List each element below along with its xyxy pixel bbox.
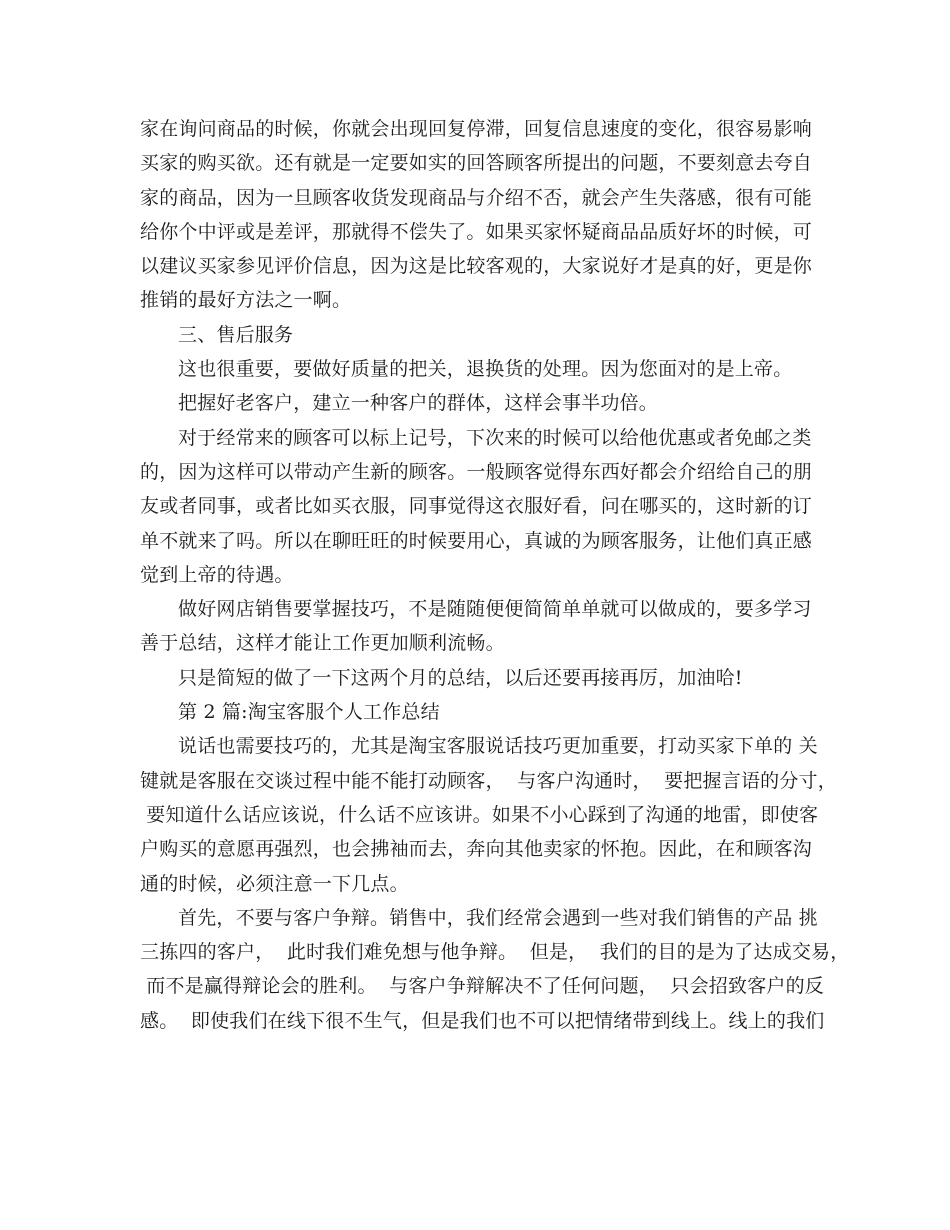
text-line: 而不是赢得辩论会的胜利。 与客户争辩解决不了任何问题， 只会招致客户的反	[140, 975, 824, 998]
text-line: 通的时候，必须注意一下几点。	[140, 872, 409, 895]
text-line: 家在询问商品的时候，你就会出现回复停滞，回复信息速度的变化，很容易影响	[140, 118, 813, 140]
text-line: 说话也需要技巧的，尤其是淘宝客服说话技巧更加重要，打动买家下单的 关	[178, 735, 818, 758]
text-line: 户购买的意愿再强烈，也会拂袖而去，奔向其他卖家的怀抱。因此，在和顾客沟	[140, 838, 813, 861]
text-line: 推销的最好方法之一啊。	[140, 289, 352, 312]
text-line: 买家的购买欲。还有就是一定要如实的回答顾客所提出的问题，不要刻意去夸自	[140, 152, 813, 175]
text-line: 单不就来了吗。所以在聊旺旺的时候要用心，真诚的为顾客服务，让他们真正感	[140, 529, 813, 552]
text-line: 的，因为这样可以带动产生新的顾客。一般顾客觉得东西好都会介绍给自己的朋	[140, 460, 813, 483]
text-line: 键就是客服在交谈过程中能不能打动顾客， 与客户沟通时， 要把握言语的分寸，	[140, 769, 837, 792]
text-line: 第 2 篇:淘宝客服个人工作总结	[178, 701, 440, 724]
text-line: 这也很重要，要做好质量的把关，退换货的处理。因为您面对的是上帝。	[178, 358, 793, 381]
text-line: 以建议买家参见评价信息，因为这是比较客观的，大家说好才是真的好，更是你	[140, 255, 813, 278]
text-line: 觉到上帝的待遇。	[140, 563, 294, 586]
text-line: 三拣四的客户， 此时我们难免想与他争辩。 但是， 我们的目的是为了达成交易，	[140, 941, 850, 964]
text-line: 感。 即使我们在线下很不生气，但是我们也不可以把情绪带到线上。线上的我们	[140, 1009, 825, 1032]
text-line: 做好网店销售要掌握技巧，不是随随便便简简单单就可以做成的，要多学习	[178, 598, 812, 621]
text-line: 把握好老客户，建立一种客户的群体，这样会事半功倍。	[178, 392, 659, 415]
text-line: 给你个中评或是差评，那就得不偿失了。如果买家怀疑商品品质好坏的时候，可	[140, 220, 813, 243]
text-line: 友或者同事，或者比如买衣服，同事觉得这衣服好看，问在哪买的，这时新的订	[140, 495, 813, 518]
text-line: 家的商品，因为一旦顾客收货发现商品与介绍不否，就会产生失落感，很有可能	[140, 186, 813, 209]
text-line: 只是简短的做了一下这两个月的总结，以后还要再接再厉，加油哈!	[178, 666, 743, 689]
text-line: 首先，不要与客户争辩。销售中，我们经常会遇到一些对我们销售的产品 挑	[178, 906, 818, 929]
text-line: 对于经常来的顾客可以标上记号，下次来的时候可以给他优惠或者免邮之类	[178, 426, 812, 449]
text-line: 要知道什么话应该说，什么话不应该讲。如果不小心踩到了沟通的地雷，即使客	[140, 803, 819, 826]
text-line: 善于总结，这样才能让工作更加顺利流畅。	[140, 632, 505, 655]
text-line: 三、售后服务	[178, 323, 294, 346]
document-body	[140, 112, 850, 1038]
